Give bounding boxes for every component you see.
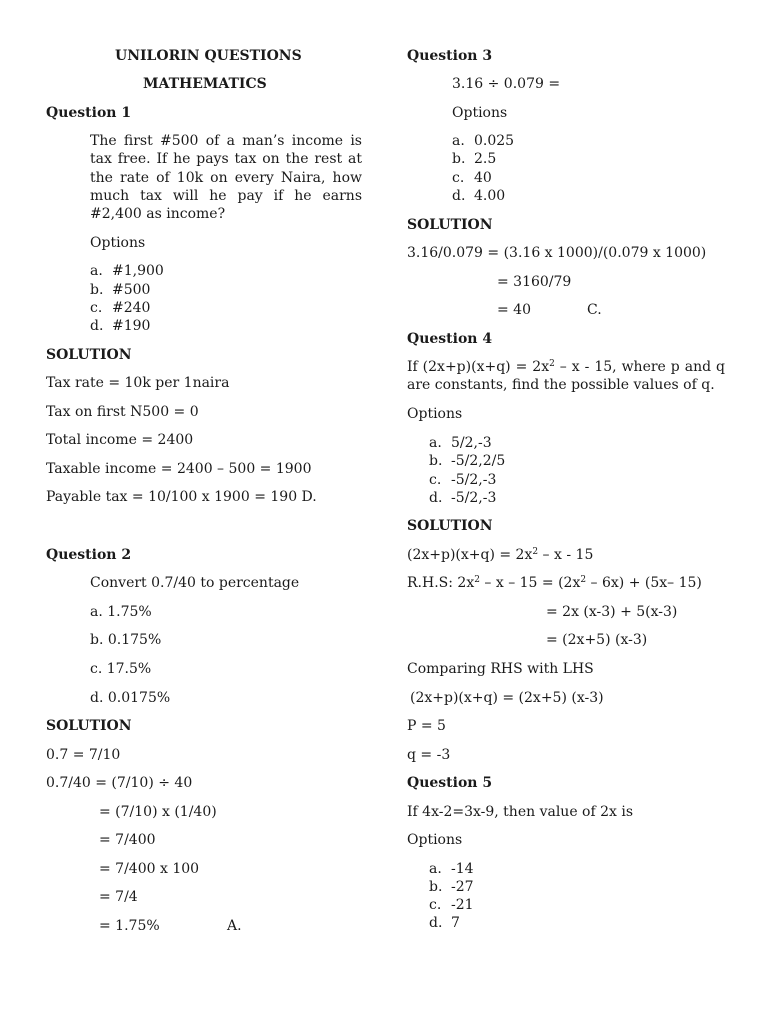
question-1-text: The first #500 of a man’s income is tax free. If he pays tax on the rest at the rate of 10k on every Naira, how much tax will he pay if he earns #2,400 as income? bbox=[90, 133, 362, 223]
question-5-text: If 4x-2=3x-9, then value of 2x is bbox=[407, 804, 634, 820]
question-1-option-c: c. #240 bbox=[90, 300, 151, 316]
question-2-option-d: d. 0.0175% bbox=[90, 690, 171, 706]
question-4-option-a: a. 5/2,-3 bbox=[429, 435, 492, 451]
question-2-solution-line: = 7/400 bbox=[99, 832, 156, 848]
question-1-solution-heading: SOLUTION bbox=[46, 347, 132, 363]
question-4-solution-line: (2x+p)(x+q) = (2x+5) (x-3) bbox=[410, 690, 604, 706]
question-1-option-d: d. #190 bbox=[90, 318, 151, 334]
question-1-solution-line: Tax rate = 10k per 1naira bbox=[46, 375, 230, 391]
question-4-solution-line: P = 5 bbox=[407, 718, 446, 734]
question-3-heading: Question 3 bbox=[407, 48, 493, 64]
question-2-option-b: b. 0.175% bbox=[90, 632, 162, 648]
question-4-solution-line: = (2x+5) (x-3) bbox=[546, 632, 648, 648]
question-2-heading: Question 2 bbox=[46, 547, 132, 563]
question-2-answer: A. bbox=[227, 918, 242, 934]
question-3-options-label: Options bbox=[452, 105, 508, 121]
question-1-option-a: a. #1,900 bbox=[90, 263, 164, 279]
document-title: UNILORIN QUESTIONS bbox=[115, 48, 302, 64]
question-4-solution-line: Comparing RHS with LHS bbox=[407, 661, 594, 677]
question-4-option-b: b. -5/2,2/5 bbox=[429, 453, 506, 469]
question-2-option-a: a. 1.75% bbox=[90, 604, 152, 620]
question-2-text: Convert 0.7/40 to percentage bbox=[90, 575, 300, 591]
question-3-solution-heading: SOLUTION bbox=[407, 217, 493, 233]
question-3-solution-line: = 40 bbox=[497, 302, 531, 318]
question-5-heading: Question 5 bbox=[407, 775, 493, 791]
question-3-option-c: c. 40 bbox=[452, 170, 492, 186]
question-4-text: If $(2x+p)(x+q) = 2x^2 - x - 15$, where p and q are constants, find the possible values of q. bbox=[407, 359, 725, 394]
question-2-solution-line: = 1.75% bbox=[99, 918, 160, 934]
question-1-solution-line: Tax on first N500 = 0 bbox=[46, 404, 199, 420]
question-2-option-c: c. 17.5% bbox=[90, 661, 152, 677]
question-1-heading: Question 1 bbox=[46, 105, 132, 121]
question-1-option-b: b. #500 bbox=[90, 282, 151, 298]
question-3-option-b: b. 2.5 bbox=[452, 151, 497, 167]
question-4-solution-line: R.H.S: $2x^2 - x - 15 = (2x^2 - 6x) + (5x-$ 15) bbox=[407, 575, 702, 591]
question-3-solution-line: 3.16/0.079 = (3.16 x 1000)/(0.079 x 1000) bbox=[407, 245, 707, 261]
question-4-option-d: d. -5/2,-3 bbox=[429, 490, 497, 506]
question-3-answer: C. bbox=[587, 302, 602, 318]
question-5-option-c: c. -21 bbox=[429, 897, 474, 913]
question-1-solution-line: Taxable income = 2400 – 500 = 1900 bbox=[46, 461, 312, 477]
question-3-option-d: d. 4.00 bbox=[452, 188, 506, 204]
question-3-solution-line: = 3160/79 bbox=[497, 274, 572, 290]
question-4-heading: Question 4 bbox=[407, 331, 493, 347]
question-1-solution-line: Total income = 2400 bbox=[46, 432, 194, 448]
question-2-solution-line: 0.7/40 = (7/10) ÷ 40 bbox=[46, 775, 193, 791]
subject-title: MATHEMATICS bbox=[143, 76, 267, 92]
question-3-option-a: a. 0.025 bbox=[452, 133, 515, 149]
question-4-options-label: Options bbox=[407, 406, 463, 422]
question-5-option-a: a. -14 bbox=[429, 861, 474, 877]
question-2-solution-heading: SOLUTION bbox=[46, 718, 132, 734]
question-2-solution-line: = 7/4 bbox=[99, 889, 138, 905]
question-4-option-c: c. -5/2,-3 bbox=[429, 472, 497, 488]
question-1-options-label: Options bbox=[90, 235, 146, 251]
question-3-text: 3.16 ÷ 0.079 = bbox=[452, 76, 561, 92]
question-2-solution-line: = 7/400 x 100 bbox=[99, 861, 200, 877]
question-5-option-d: d. 7 bbox=[429, 915, 460, 931]
question-2-solution-line: 0.7 = 7/10 bbox=[46, 747, 121, 763]
question-4-solution-heading: SOLUTION bbox=[407, 518, 493, 534]
question-5-option-b: b. -27 bbox=[429, 879, 474, 895]
question-1-solution-line: Payable tax = 10/100 x 1900 = 190 D. bbox=[46, 489, 317, 505]
question-4-solution-line: q = -3 bbox=[407, 747, 451, 763]
question-5-options-label: Options bbox=[407, 832, 463, 848]
question-4-solution-line: = 2x (x-3) + 5(x-3) bbox=[546, 604, 678, 620]
question-2-solution-line: = (7/10) x (1/40) bbox=[99, 804, 217, 820]
question-4-solution-line: $(2x+p)(x+q) = 2x^2 - x - 15$ bbox=[407, 547, 594, 563]
